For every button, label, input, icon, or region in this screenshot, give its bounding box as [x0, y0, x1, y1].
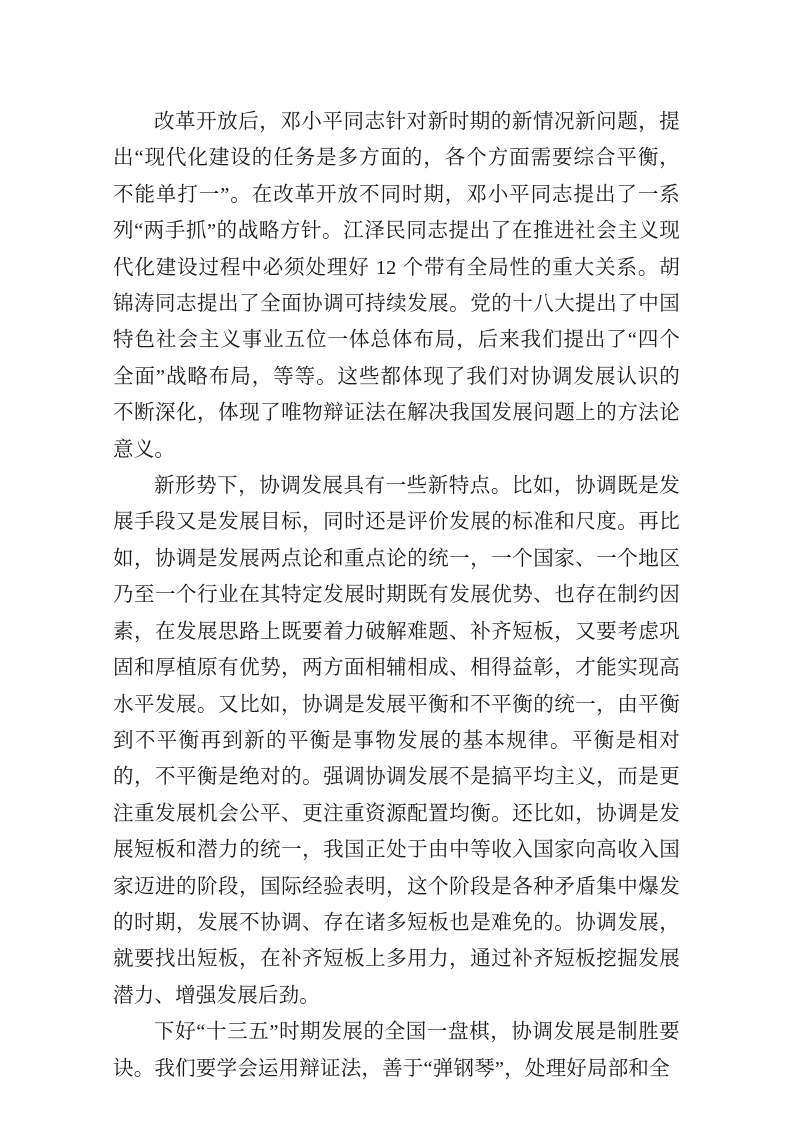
document-body [113, 104, 680, 1087]
paragraph: 改革开放后，邓小平同志针对新时期的新情况新问题，提出“现代化建设的任务是多方面的，各个方面需要综合平衡，不能单打一”。在改革开放不同时期，邓小平同志提出了一系列“两手抓”的战略方针。江泽民同志提出了在推进社会主义现代化建设过程中必须处理好 12 个带有全局性的重大关系。胡锦涛同志提出了全面协调可持续发展。党的十八大提出了中国特色社会主义事业五位一体总体布局，后来我们提出了“四个全面”战略布局，等等。这些都体现了我们对协调发展认识的不断深化，体现了唯物辩证法在解决我国发展问题上的方法论意义。 [113, 111, 680, 461]
paragraph: 下好“十三五”时期发展的全国一盘棋，协调发展是制胜要诀。我们要学会运用辩证法，善于“弹钢琴”，处理好局部和全 [113, 1021, 680, 1080]
paragraph: 新形势下，协调发展具有一些新特点。比如，协调既是发展手段又是发展目标，同时还是评价发展的标准和尺度。再比如，协调是发展两点论和重点论的统一，一个国家、一个地区乃至一个行业在其特定发展时期既有发展优势、也存在制约因素，在发展思路上既要着力破解难题、补齐短板，又要考虑巩固和厚植原有优势，两方面相辅相成、相得益彰，才能实现高水平发展。又比如，协调是发展平衡和不平衡的统一，由平衡到不平衡再到新的平衡是事物发展的基本规律。平衡是相对的，不平衡是绝对的。强调协调发展不是搞平均主义，而是更注重发展机会公平、更注重资源配置均衡。还比如，协调是发展短板和潜力的统一，我国正处于由中等收入国家向高收入国家迈进的阶段，国际经验表明，这个阶段是各种矛盾集中爆发的时期，发展不协调、存在诸多短板也是难免的。协调发展，就要找出短板，在补齐短板上多用力，通过补齐短板挖掘发展潜力、增强发展后劲。 [113, 475, 680, 1007]
